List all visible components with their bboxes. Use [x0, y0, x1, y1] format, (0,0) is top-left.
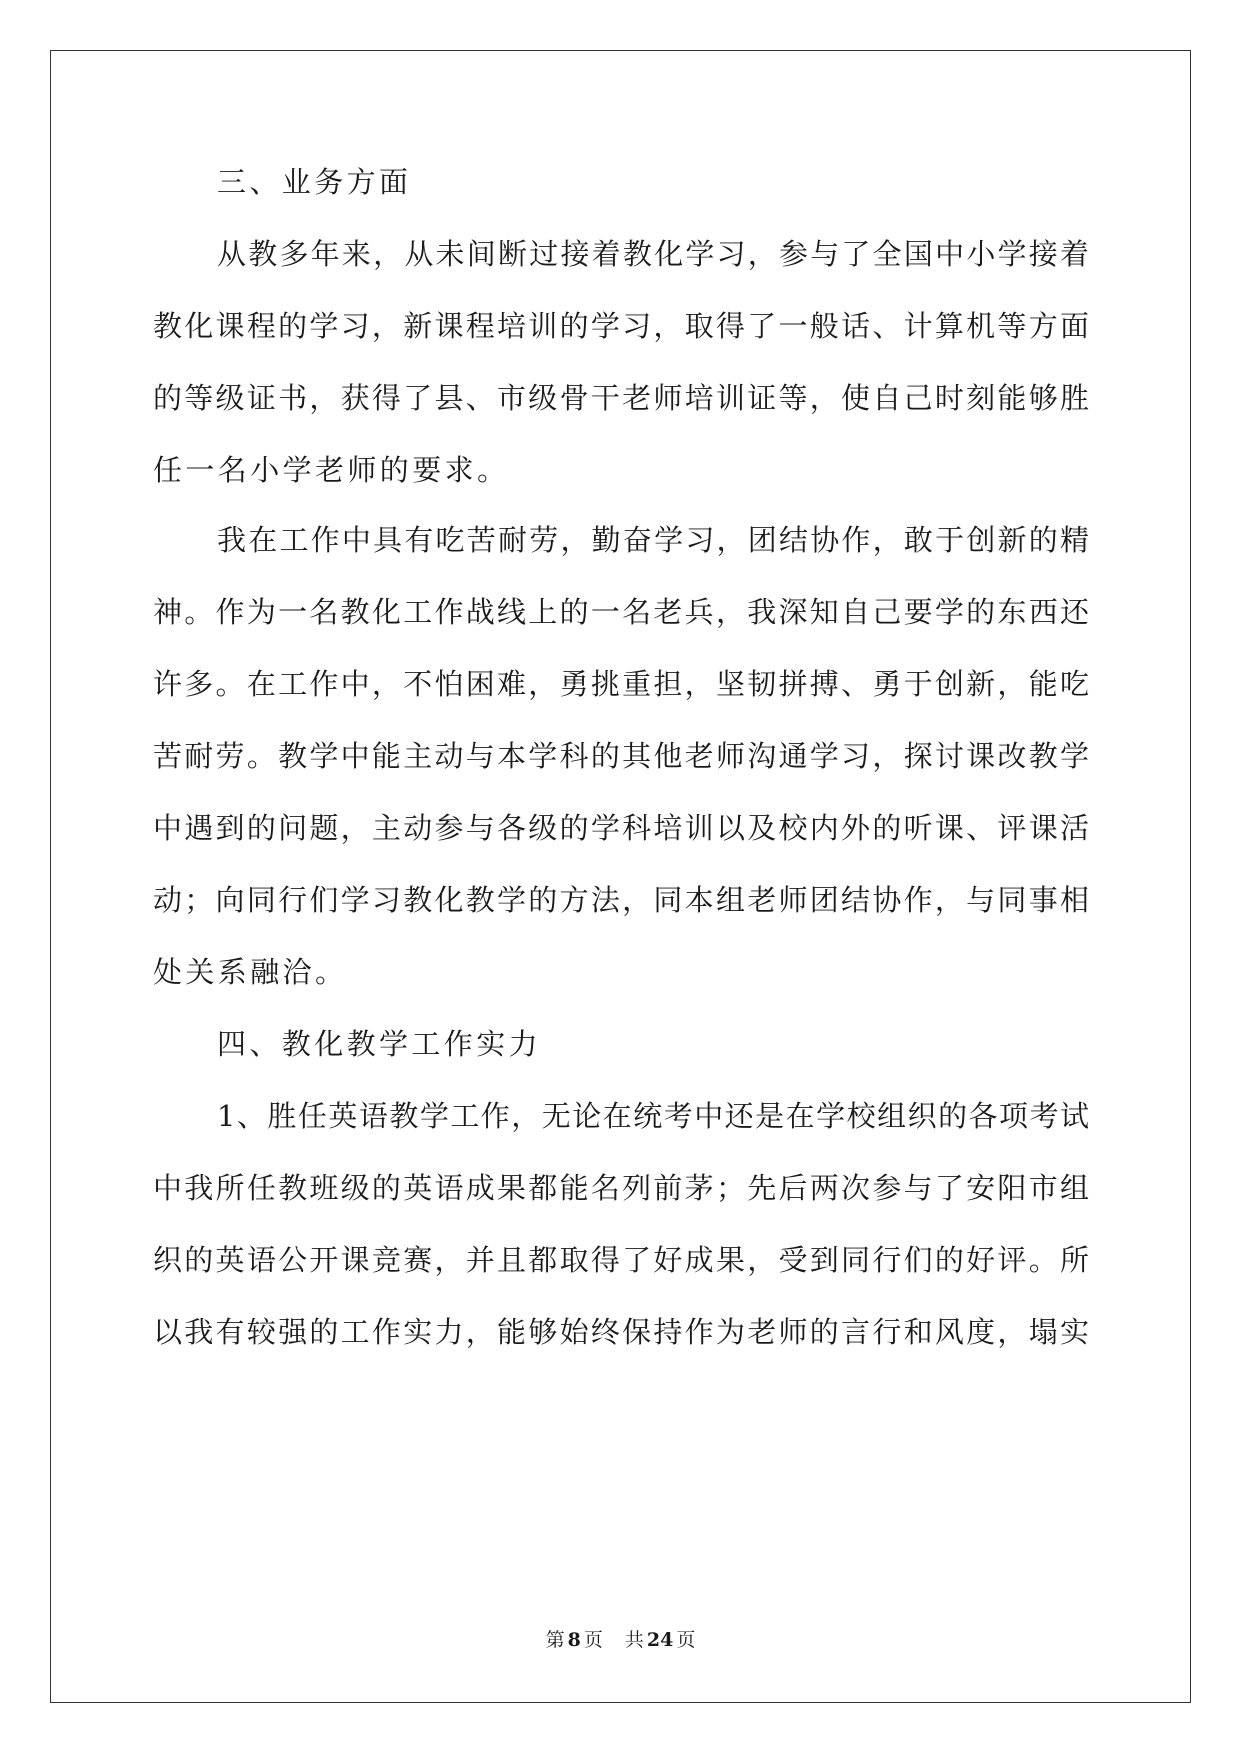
- text-line: 以我有较强的工作实力，能够始终保持作为老师的言行和风度，塌实: [153, 1315, 1089, 1349]
- page-border: [50, 50, 1191, 1703]
- text-line: 1、胜任英语教学工作，无论在统考中还是在学校组织的各项考试: [217, 1099, 1089, 1133]
- text-line: 的等级证书，获得了县、市级骨干老师培训证等，使自己时刻能够胜: [153, 381, 1089, 415]
- page-prefix: 第: [545, 1629, 565, 1651]
- total-pages: 24: [646, 1629, 674, 1651]
- text-line: 处关系融洽。: [153, 955, 348, 989]
- text-line: 动；向同行们学习教化教学的方法，同本组老师团结协作，与同事相: [153, 883, 1089, 917]
- page-footer: [0, 1628, 1241, 1652]
- text-line: 神。作为一名教化工作战线上的一名老兵，我深知自己要学的东西还: [153, 595, 1089, 629]
- text-line: 许多。在工作中，不怕困难，勇挑重担，坚韧拼搏、勇于创新，能吃: [153, 667, 1089, 701]
- text-line: 中遇到的问题，主动参与各级的学科培训以及校内外的听课、评课活: [153, 811, 1089, 845]
- section-heading-teaching: 四、教化教学工作实力: [217, 1027, 542, 1061]
- page-suffix: 页: [583, 1629, 603, 1651]
- section-heading-business: 三、业务方面: [217, 165, 412, 199]
- text-line: 织的英语公开课竞赛，并且都取得了好成果，受到同行们的好评。所: [153, 1243, 1089, 1277]
- text-line: 从教多年来，从未间断过接着教化学习，参与了全国中小学接着: [217, 237, 1089, 271]
- text-line: 我在工作中具有吃苦耐劳，勤奋学习，团结协作，敢于创新的精: [217, 523, 1089, 557]
- text-line: 任一名小学老师的要求。: [153, 453, 510, 487]
- total-suffix: 页: [676, 1629, 696, 1651]
- text-line: 苦耐劳。教学中能主动与本学科的其他老师沟通学习，探讨课改教学: [153, 739, 1089, 773]
- text-line: 教化课程的学习，新课程培训的学习，取得了一般话、计算机等方面: [153, 309, 1089, 343]
- text-line: 中我所任教班级的英语成果都能名列前茅；先后两次参与了安阳市组: [153, 1171, 1089, 1205]
- page-number: 8: [567, 1629, 581, 1651]
- total-prefix: 共: [624, 1629, 644, 1651]
